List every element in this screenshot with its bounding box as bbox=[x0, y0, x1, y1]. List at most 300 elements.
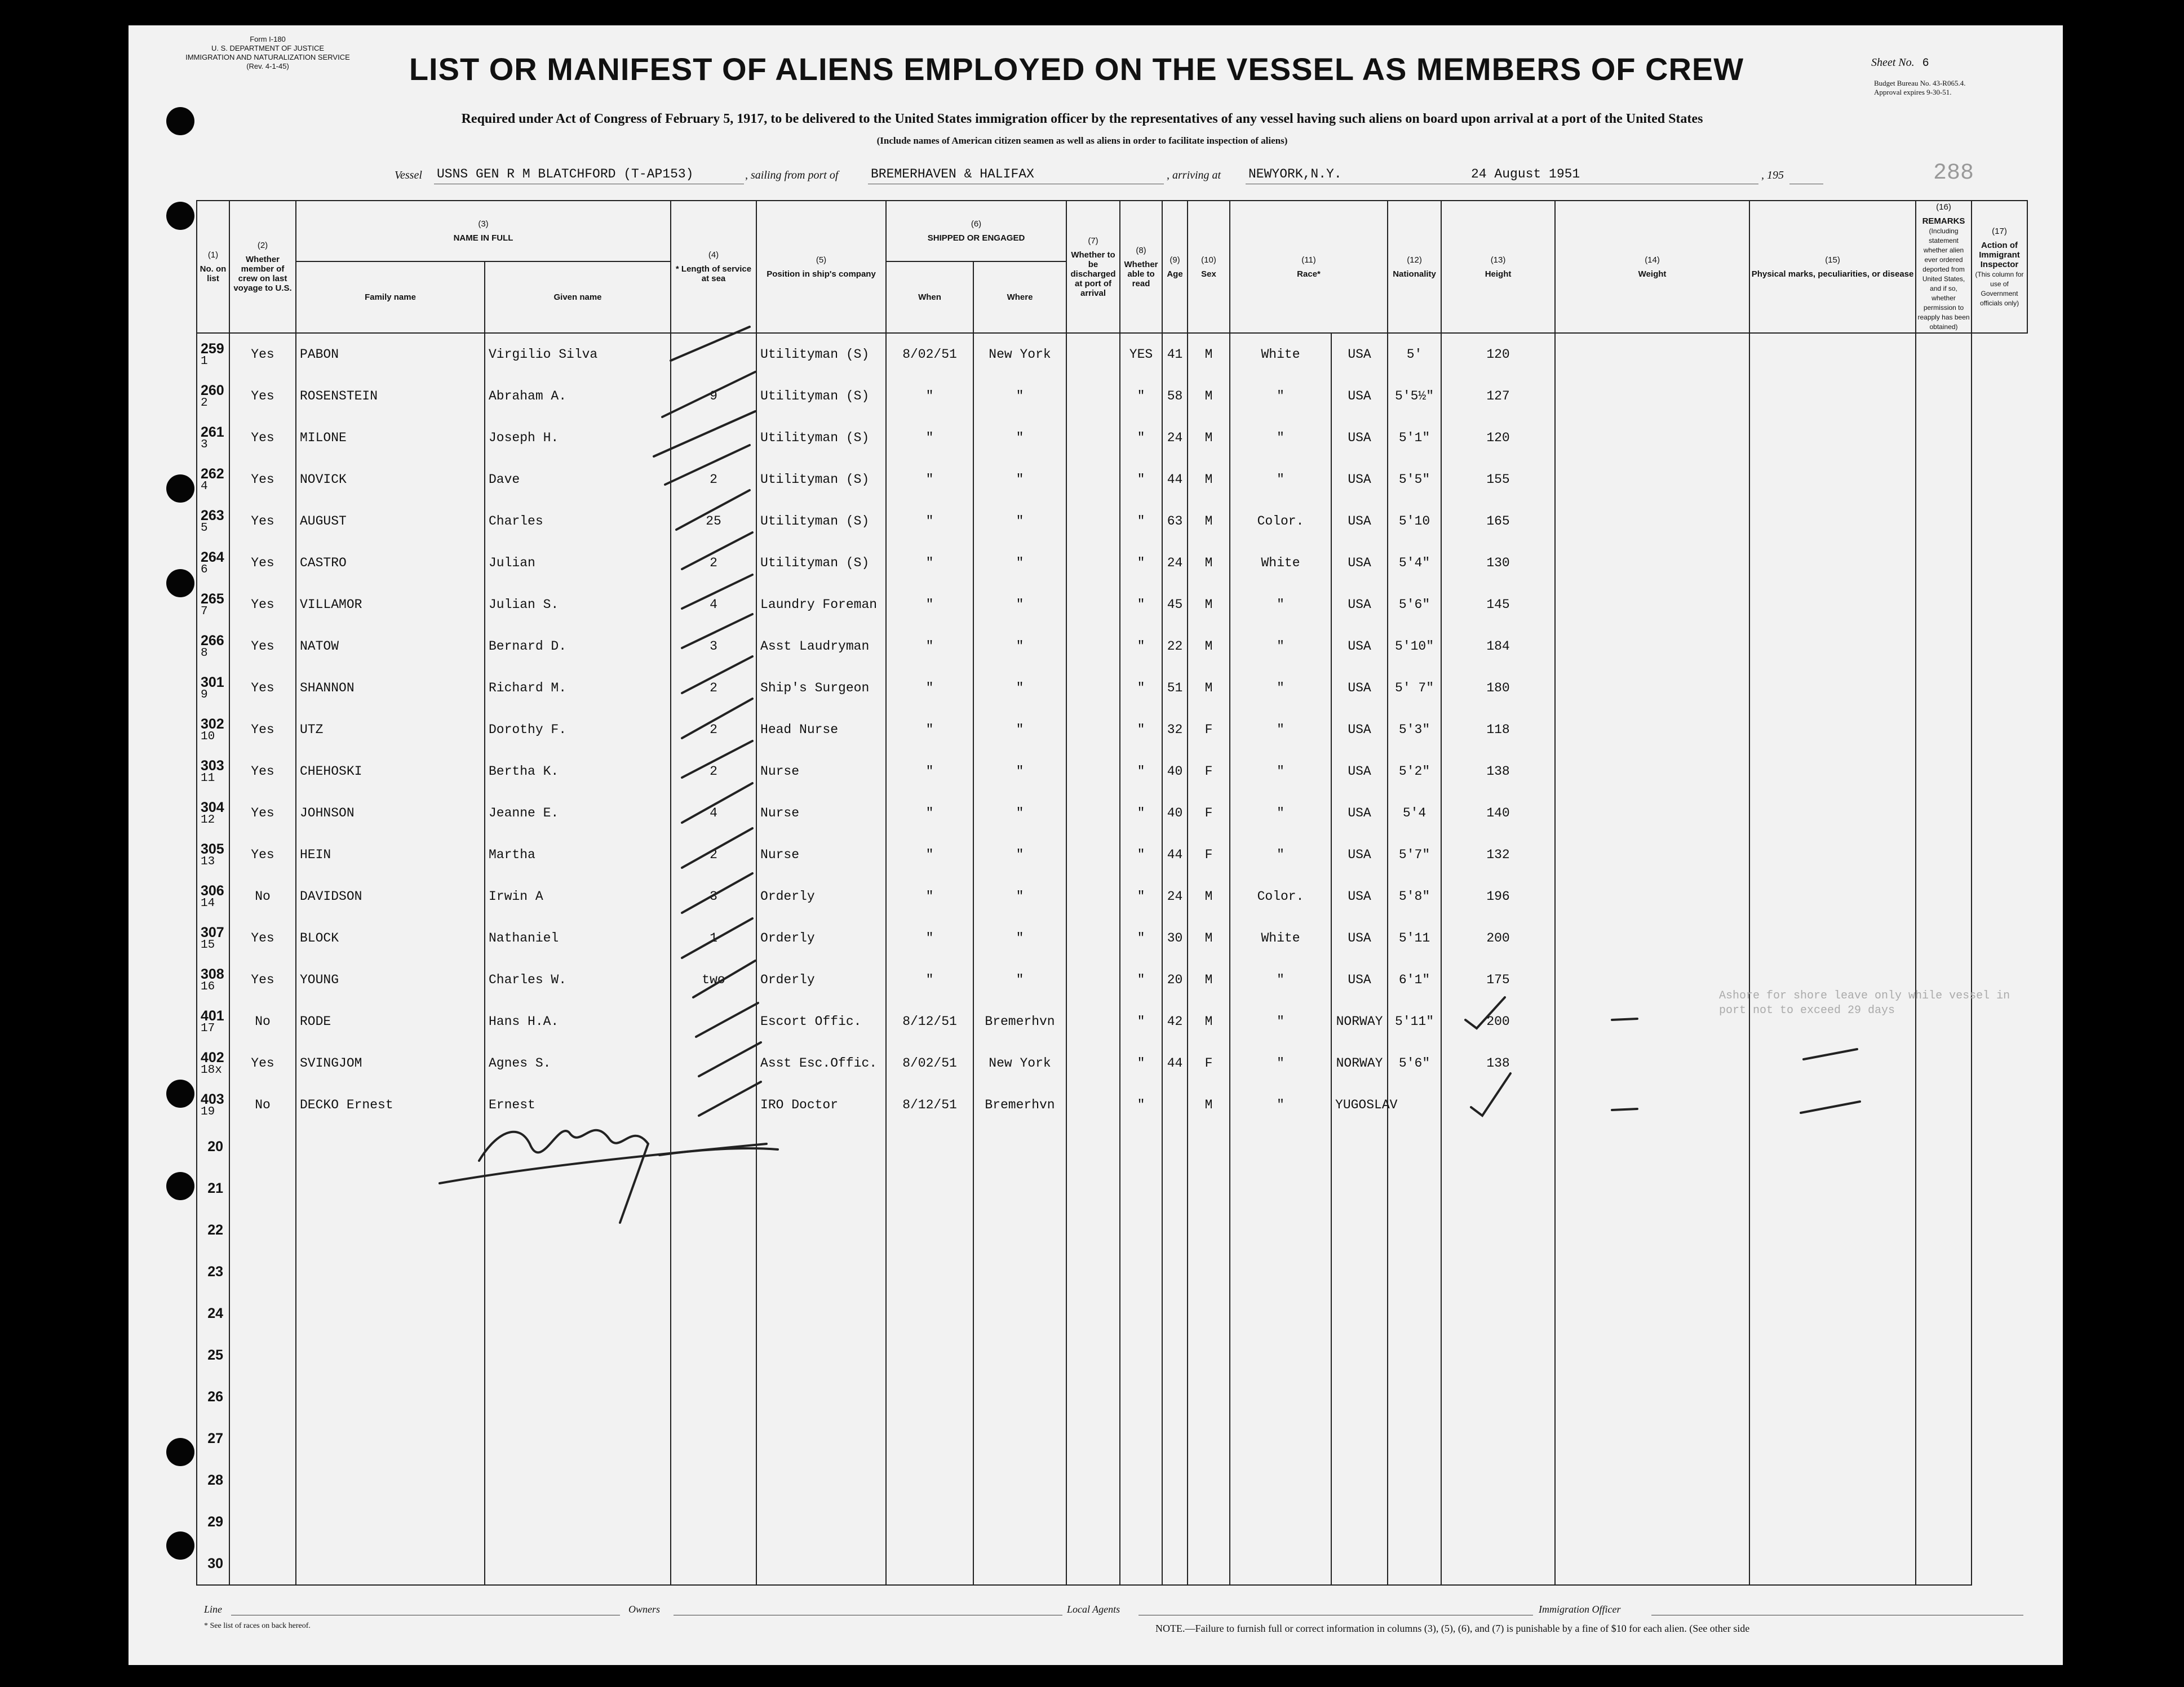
line-number-cell bbox=[197, 459, 229, 500]
line-number-cell bbox=[197, 1293, 229, 1334]
table-row bbox=[197, 1167, 2027, 1209]
line-number-cell bbox=[197, 1251, 229, 1293]
read-cell bbox=[1120, 1418, 1162, 1459]
binder-hole bbox=[166, 202, 194, 230]
shipped-when-cell: " bbox=[886, 500, 973, 542]
read-cell bbox=[1120, 1251, 1162, 1293]
line-number: 27 bbox=[207, 1430, 223, 1446]
table-row bbox=[197, 375, 2027, 417]
original-line-number: 9 bbox=[201, 689, 208, 702]
line-number: 301 bbox=[201, 674, 224, 690]
family-name-cell bbox=[296, 1293, 485, 1334]
family-name-cell: YOUNG bbox=[296, 959, 485, 1001]
family-name-cell bbox=[296, 1543, 485, 1585]
family-name-cell: VILLAMOR bbox=[296, 584, 485, 625]
action-cell bbox=[1916, 1084, 1972, 1126]
service-cell: 2 bbox=[671, 751, 756, 792]
weight-cell: 200 bbox=[1441, 1001, 1555, 1042]
weight-cell bbox=[1441, 1251, 1555, 1293]
given-name-cell bbox=[485, 1209, 671, 1251]
remarks-cell bbox=[1749, 792, 1916, 834]
shipped-where-cell bbox=[973, 1293, 1066, 1334]
sex-cell bbox=[1188, 1376, 1230, 1418]
discharged-cell bbox=[1066, 1459, 1120, 1501]
height-cell: 5'1" bbox=[1388, 417, 1441, 459]
weight-cell bbox=[1441, 1209, 1555, 1251]
age-cell: 45 bbox=[1162, 584, 1188, 625]
col-header-nationality: (12) Nationality bbox=[1388, 201, 1441, 333]
shipped-when-cell: 8/02/51 bbox=[886, 333, 973, 375]
read-cell: " bbox=[1120, 542, 1162, 584]
nationality-cell: USA bbox=[1331, 709, 1388, 751]
race-cell bbox=[1230, 1418, 1331, 1459]
shipped-where-cell bbox=[973, 1251, 1066, 1293]
age-cell: 51 bbox=[1162, 667, 1188, 709]
action-cell bbox=[1916, 1293, 1972, 1334]
family-name-cell: CASTRO bbox=[296, 542, 485, 584]
given-name-cell bbox=[485, 1293, 671, 1334]
table-row bbox=[197, 1334, 2027, 1376]
read-cell: " bbox=[1120, 1084, 1162, 1126]
weight-cell: 155 bbox=[1441, 459, 1555, 500]
age-cell bbox=[1162, 1501, 1188, 1543]
action-cell bbox=[1916, 584, 1972, 625]
arriving-label: , arriving at bbox=[1167, 169, 1221, 181]
height-cell: 5'4" bbox=[1388, 542, 1441, 584]
discharged-cell bbox=[1066, 1501, 1120, 1543]
col-header-sex: (10) Sex bbox=[1188, 201, 1230, 333]
race-cell: Color. bbox=[1230, 876, 1331, 917]
shipped-where-cell: " bbox=[973, 625, 1066, 667]
position-cell: Utilityman (S) bbox=[756, 417, 886, 459]
footer-officer-label: Immigration Officer bbox=[1539, 1604, 1621, 1615]
crew-cell: Yes bbox=[229, 834, 296, 876]
action-cell bbox=[1916, 751, 1972, 792]
col-header-action: (17) Action of Immigrant Inspector (This column for use of Government officials only) bbox=[1972, 201, 2027, 333]
line-number: 26 bbox=[207, 1388, 223, 1405]
nationality-cell: USA bbox=[1331, 834, 1388, 876]
shipped-where-cell bbox=[973, 1543, 1066, 1585]
crew-cell: Yes bbox=[229, 333, 296, 375]
age-cell: 30 bbox=[1162, 917, 1188, 959]
original-line-number: 16 bbox=[201, 980, 215, 993]
table-row bbox=[197, 751, 2027, 792]
read-cell: " bbox=[1120, 667, 1162, 709]
weight-cell bbox=[1441, 1334, 1555, 1376]
action-cell bbox=[1916, 709, 1972, 751]
race-cell bbox=[1230, 1334, 1331, 1376]
sex-cell bbox=[1188, 1167, 1230, 1209]
sex-cell bbox=[1188, 1334, 1230, 1376]
given-name-cell: Richard M. bbox=[485, 667, 671, 709]
table-row bbox=[197, 625, 2027, 667]
discharged-cell bbox=[1066, 375, 1120, 417]
position-cell: Asst Laudryman bbox=[756, 625, 886, 667]
race-cell bbox=[1230, 1126, 1331, 1167]
shipped-when-cell: " bbox=[886, 542, 973, 584]
col-header-given-name: Given name bbox=[485, 261, 671, 333]
family-name-cell bbox=[296, 1418, 485, 1459]
given-name-cell bbox=[485, 1167, 671, 1209]
given-name-cell: Julian S. bbox=[485, 584, 671, 625]
footer-agents-label: Local Agents bbox=[1067, 1604, 1120, 1615]
remarks-cell bbox=[1749, 1459, 1916, 1501]
remarks-cell bbox=[1749, 1084, 1916, 1126]
shipped-when-cell bbox=[886, 1167, 973, 1209]
read-cell: " bbox=[1120, 751, 1162, 792]
action-cell bbox=[1916, 1126, 1972, 1167]
sailing-port: BREMERHAVEN & HALIFAX bbox=[871, 167, 1034, 181]
nationality-cell bbox=[1331, 1334, 1388, 1376]
race-cell: " bbox=[1230, 792, 1331, 834]
footer-owners-label: Owners bbox=[628, 1604, 661, 1615]
shipped-where-cell bbox=[973, 1334, 1066, 1376]
remarks-cell bbox=[1749, 1334, 1916, 1376]
line-number: 307 bbox=[201, 925, 224, 940]
service-cell bbox=[671, 1042, 756, 1084]
read-cell: " bbox=[1120, 876, 1162, 917]
given-name-cell: Julian bbox=[485, 542, 671, 584]
family-name-cell bbox=[296, 1334, 485, 1376]
family-name-cell bbox=[296, 1167, 485, 1209]
budget-info: Budget Bureau No. 43-R065.4. Approval expires 9-30-51. bbox=[1874, 79, 1966, 96]
shipped-where-cell: " bbox=[973, 751, 1066, 792]
line-number: 24 bbox=[207, 1305, 223, 1321]
crew-cell: Yes bbox=[229, 375, 296, 417]
position-cell: Ship's Surgeon bbox=[756, 667, 886, 709]
original-line-number: 5 bbox=[201, 522, 208, 535]
nationality-cell: USA bbox=[1331, 751, 1388, 792]
shipped-when-cell bbox=[886, 1293, 973, 1334]
crew-cell: Yes bbox=[229, 417, 296, 459]
table-row bbox=[197, 1293, 2027, 1334]
col-header-remarks: (16) REMARKS (Including statement whether alien ever ordered deported from United States, and if so, whether permission to reapply has been obtained) bbox=[1916, 201, 1972, 333]
read-cell: YES bbox=[1120, 333, 1162, 375]
col-header-physical: (15) Physical marks, peculiarities, or disease bbox=[1749, 201, 1916, 333]
weight-cell: 138 bbox=[1441, 751, 1555, 792]
given-name-cell bbox=[485, 1459, 671, 1501]
crew-cell: No bbox=[229, 1001, 296, 1042]
race-cell bbox=[1230, 1209, 1331, 1251]
given-name-cell bbox=[485, 1501, 671, 1543]
table-row bbox=[197, 1459, 2027, 1501]
race-cell bbox=[1230, 1376, 1331, 1418]
shipped-where-cell: " bbox=[973, 375, 1066, 417]
line-number: 30 bbox=[207, 1555, 223, 1571]
age-cell: 58 bbox=[1162, 375, 1188, 417]
crew-cell bbox=[229, 1418, 296, 1459]
weight-cell: 140 bbox=[1441, 792, 1555, 834]
shipped-when-cell bbox=[886, 1543, 973, 1585]
age-cell bbox=[1162, 1418, 1188, 1459]
line-number-cell bbox=[197, 1084, 229, 1126]
weight-cell bbox=[1441, 1293, 1555, 1334]
table-row bbox=[197, 417, 2027, 459]
sailing-label: , sailing from port of bbox=[745, 169, 839, 181]
line-number: 265 bbox=[201, 591, 224, 607]
line-number-cell bbox=[197, 667, 229, 709]
position-cell bbox=[756, 1376, 886, 1418]
line-number: 308 bbox=[201, 966, 224, 982]
weight-cell bbox=[1441, 1459, 1555, 1501]
age-cell bbox=[1162, 1126, 1188, 1167]
footer-line-label: Line bbox=[204, 1604, 223, 1615]
age-cell: 22 bbox=[1162, 625, 1188, 667]
family-name-cell bbox=[296, 1126, 485, 1167]
discharged-cell bbox=[1066, 333, 1120, 375]
col-header-service: (4) * Length of service at sea bbox=[671, 201, 756, 333]
family-name-cell: PABON bbox=[296, 333, 485, 375]
sheet-number: Sheet No. 6 bbox=[1871, 56, 1929, 70]
remarks-cell bbox=[1749, 1209, 1916, 1251]
line-number: 264 bbox=[201, 549, 224, 565]
height-cell bbox=[1388, 1501, 1441, 1543]
col-header-discharged: (7) Whether to be discharged at port of arrival bbox=[1066, 201, 1120, 333]
sex-cell bbox=[1188, 1418, 1230, 1459]
physical-cell bbox=[1555, 1042, 1749, 1084]
family-name-cell bbox=[296, 1376, 485, 1418]
remarks-cell bbox=[1749, 1126, 1916, 1167]
position-cell: Utilityman (S) bbox=[756, 542, 886, 584]
nationality-cell: NORWAY bbox=[1331, 1042, 1388, 1084]
shipped-where-cell: Bremerhvn bbox=[973, 1001, 1066, 1042]
given-name-cell: Charles bbox=[485, 500, 671, 542]
race-cell: " bbox=[1230, 625, 1331, 667]
crew-cell bbox=[229, 1334, 296, 1376]
line-number: 302 bbox=[201, 716, 224, 732]
height-cell bbox=[1388, 1167, 1441, 1209]
given-name-cell: Bernard D. bbox=[485, 625, 671, 667]
position-cell bbox=[756, 1418, 886, 1459]
action-cell bbox=[1916, 917, 1972, 959]
weight-cell: 127 bbox=[1441, 375, 1555, 417]
crew-cell bbox=[229, 1251, 296, 1293]
page-title: LIST OR MANIFEST OF ALIENS EMPLOYED ON THE VESSEL AS MEMBERS OF CREW bbox=[409, 51, 1744, 87]
weight-cell bbox=[1441, 1084, 1555, 1126]
crew-cell: Yes bbox=[229, 1042, 296, 1084]
discharged-cell bbox=[1066, 417, 1120, 459]
nationality-cell: USA bbox=[1331, 792, 1388, 834]
read-cell: " bbox=[1120, 417, 1162, 459]
family-name-cell: NATOW bbox=[296, 625, 485, 667]
discharged-cell bbox=[1066, 1418, 1120, 1459]
remarks-cell bbox=[1749, 500, 1916, 542]
sex-cell: M bbox=[1188, 417, 1230, 459]
read-cell bbox=[1120, 1293, 1162, 1334]
required-statement: Required under Act of Congress of February 5, 1917, to be delivered to the United States immigration officer by the representatives of any vessel having such aliens on board upon arrival at a port of the United States bbox=[461, 112, 1703, 126]
family-name-cell: SVINGJOM bbox=[296, 1042, 485, 1084]
binder-hole bbox=[166, 107, 194, 135]
age-cell: 32 bbox=[1162, 709, 1188, 751]
remarks-cell bbox=[1749, 417, 1916, 459]
action-cell bbox=[1916, 1543, 1972, 1585]
sex-cell: M bbox=[1188, 917, 1230, 959]
service-cell: 1 bbox=[671, 917, 756, 959]
col-header-no: (1) No. on list bbox=[197, 201, 229, 333]
race-cell bbox=[1230, 1543, 1331, 1585]
shipped-when-cell: " bbox=[886, 917, 973, 959]
remarks-cell bbox=[1749, 917, 1916, 959]
given-name-cell bbox=[485, 1543, 671, 1585]
crew-cell bbox=[229, 1167, 296, 1209]
race-cell: White bbox=[1230, 917, 1331, 959]
position-cell: Utilityman (S) bbox=[756, 500, 886, 542]
action-cell bbox=[1916, 876, 1972, 917]
remarks-cell bbox=[1749, 834, 1916, 876]
position-cell bbox=[756, 1543, 886, 1585]
action-cell bbox=[1916, 1209, 1972, 1251]
shipped-when-cell bbox=[886, 1251, 973, 1293]
service-cell bbox=[671, 1251, 756, 1293]
table-row bbox=[197, 1501, 2027, 1543]
weight-cell bbox=[1441, 1126, 1555, 1167]
read-cell: " bbox=[1120, 709, 1162, 751]
position-cell bbox=[756, 1501, 886, 1543]
height-cell: 5' 7" bbox=[1388, 667, 1441, 709]
crew-cell bbox=[229, 1501, 296, 1543]
col-header-when: When bbox=[886, 261, 973, 333]
weight-cell: 196 bbox=[1441, 876, 1555, 917]
remarks-cell bbox=[1749, 1293, 1916, 1334]
binder-hole bbox=[166, 1080, 194, 1108]
remarks-cell bbox=[1749, 1501, 1916, 1543]
read-cell: " bbox=[1120, 959, 1162, 1001]
line-number-cell bbox=[197, 1042, 229, 1084]
col-header-shipped: (6) SHIPPED OR ENGAGED bbox=[886, 201, 1066, 261]
col-header-race: (11) Race* bbox=[1230, 201, 1388, 333]
action-cell bbox=[1916, 625, 1972, 667]
read-cell: " bbox=[1120, 584, 1162, 625]
discharged-cell bbox=[1066, 709, 1120, 751]
height-cell: 5'6" bbox=[1388, 584, 1441, 625]
age-cell: 63 bbox=[1162, 500, 1188, 542]
race-cell: White bbox=[1230, 542, 1331, 584]
line-number-cell bbox=[197, 333, 229, 375]
sex-cell bbox=[1188, 1459, 1230, 1501]
shipped-when-cell bbox=[886, 1209, 973, 1251]
physical-cell bbox=[1555, 542, 1749, 584]
original-line-number: 12 bbox=[201, 814, 215, 827]
height-cell: 5'8" bbox=[1388, 876, 1441, 917]
race-cell: " bbox=[1230, 709, 1331, 751]
binder-hole bbox=[166, 474, 194, 503]
family-name-cell bbox=[296, 1251, 485, 1293]
original-line-number: 19 bbox=[201, 1106, 215, 1118]
remarks-cell bbox=[1749, 876, 1916, 917]
remarks-cell bbox=[1749, 1376, 1916, 1418]
remarks-cell bbox=[1749, 542, 1916, 584]
shipped-when-cell: 8/12/51 bbox=[886, 1001, 973, 1042]
col-header-name: (3) NAME IN FULL bbox=[296, 201, 671, 261]
race-cell: " bbox=[1230, 1042, 1331, 1084]
action-cell bbox=[1916, 667, 1972, 709]
service-cell bbox=[671, 1126, 756, 1167]
sex-cell: M bbox=[1188, 959, 1230, 1001]
physical-cell bbox=[1555, 1543, 1749, 1585]
height-cell: 5'2" bbox=[1388, 751, 1441, 792]
nationality-cell: USA bbox=[1331, 625, 1388, 667]
physical-cell bbox=[1555, 625, 1749, 667]
weight-cell: 145 bbox=[1441, 584, 1555, 625]
shipped-where-cell: " bbox=[973, 542, 1066, 584]
given-name-cell: Nathaniel bbox=[485, 917, 671, 959]
read-cell: " bbox=[1120, 625, 1162, 667]
shipped-where-cell: Bremerhvn bbox=[973, 1084, 1066, 1126]
line-number-cell bbox=[197, 1543, 229, 1585]
given-name-cell bbox=[485, 1126, 671, 1167]
weight-cell: 120 bbox=[1441, 333, 1555, 375]
remarks-cell bbox=[1749, 459, 1916, 500]
line-number: 21 bbox=[207, 1180, 223, 1196]
table-row bbox=[197, 500, 2027, 542]
weight-cell bbox=[1441, 1376, 1555, 1418]
shipped-where-cell bbox=[973, 1501, 1066, 1543]
crew-cell: No bbox=[229, 1084, 296, 1126]
original-line-number: 6 bbox=[201, 563, 208, 576]
crew-cell: Yes bbox=[229, 625, 296, 667]
physical-cell bbox=[1555, 1251, 1749, 1293]
line-number-cell bbox=[197, 709, 229, 751]
position-cell bbox=[756, 1293, 886, 1334]
height-cell bbox=[1388, 1543, 1441, 1585]
weight-cell: 132 bbox=[1441, 834, 1555, 876]
crew-cell bbox=[229, 1209, 296, 1251]
height-cell: 5' bbox=[1388, 333, 1441, 375]
col-header-read: (8) Whether able to read bbox=[1120, 201, 1162, 333]
nationality-cell bbox=[1331, 1251, 1388, 1293]
shipped-where-cell: " bbox=[973, 959, 1066, 1001]
line-number-cell bbox=[197, 1167, 229, 1209]
race-cell bbox=[1230, 1167, 1331, 1209]
position-cell: Orderly bbox=[756, 959, 886, 1001]
line-number-cell bbox=[197, 751, 229, 792]
physical-cell bbox=[1555, 876, 1749, 917]
line-number-cell bbox=[197, 834, 229, 876]
height-cell bbox=[1388, 1376, 1441, 1418]
crew-cell: Yes bbox=[229, 792, 296, 834]
height-cell: 5'11 bbox=[1388, 917, 1441, 959]
physical-cell bbox=[1555, 1209, 1749, 1251]
family-name-cell: BLOCK bbox=[296, 917, 485, 959]
crew-cell bbox=[229, 1126, 296, 1167]
read-cell: " bbox=[1120, 1042, 1162, 1084]
service-cell: 2 bbox=[671, 459, 756, 500]
sex-cell: F bbox=[1188, 751, 1230, 792]
service-cell: 3 bbox=[671, 876, 756, 917]
age-cell bbox=[1162, 1543, 1188, 1585]
line-number-cell bbox=[197, 542, 229, 584]
height-cell: 5'5" bbox=[1388, 459, 1441, 500]
col-header-where: Where bbox=[973, 261, 1066, 333]
nationality-cell bbox=[1331, 1376, 1388, 1418]
shipped-where-cell: " bbox=[973, 417, 1066, 459]
shipped-where-cell: " bbox=[973, 584, 1066, 625]
shipped-when-cell bbox=[886, 1376, 973, 1418]
shipped-where-cell bbox=[973, 1459, 1066, 1501]
remarks-cell bbox=[1749, 751, 1916, 792]
manifest-rows bbox=[197, 333, 2027, 1585]
original-line-number: 17 bbox=[201, 1022, 215, 1035]
service-cell: 25 bbox=[671, 500, 756, 542]
read-cell bbox=[1120, 1126, 1162, 1167]
physical-cell bbox=[1555, 1334, 1749, 1376]
given-name-cell: Joseph H. bbox=[485, 417, 671, 459]
physical-cell bbox=[1555, 1418, 1749, 1459]
physical-cell bbox=[1555, 459, 1749, 500]
shipped-when-cell: " bbox=[886, 417, 973, 459]
service-cell bbox=[671, 417, 756, 459]
service-cell: 2 bbox=[671, 667, 756, 709]
